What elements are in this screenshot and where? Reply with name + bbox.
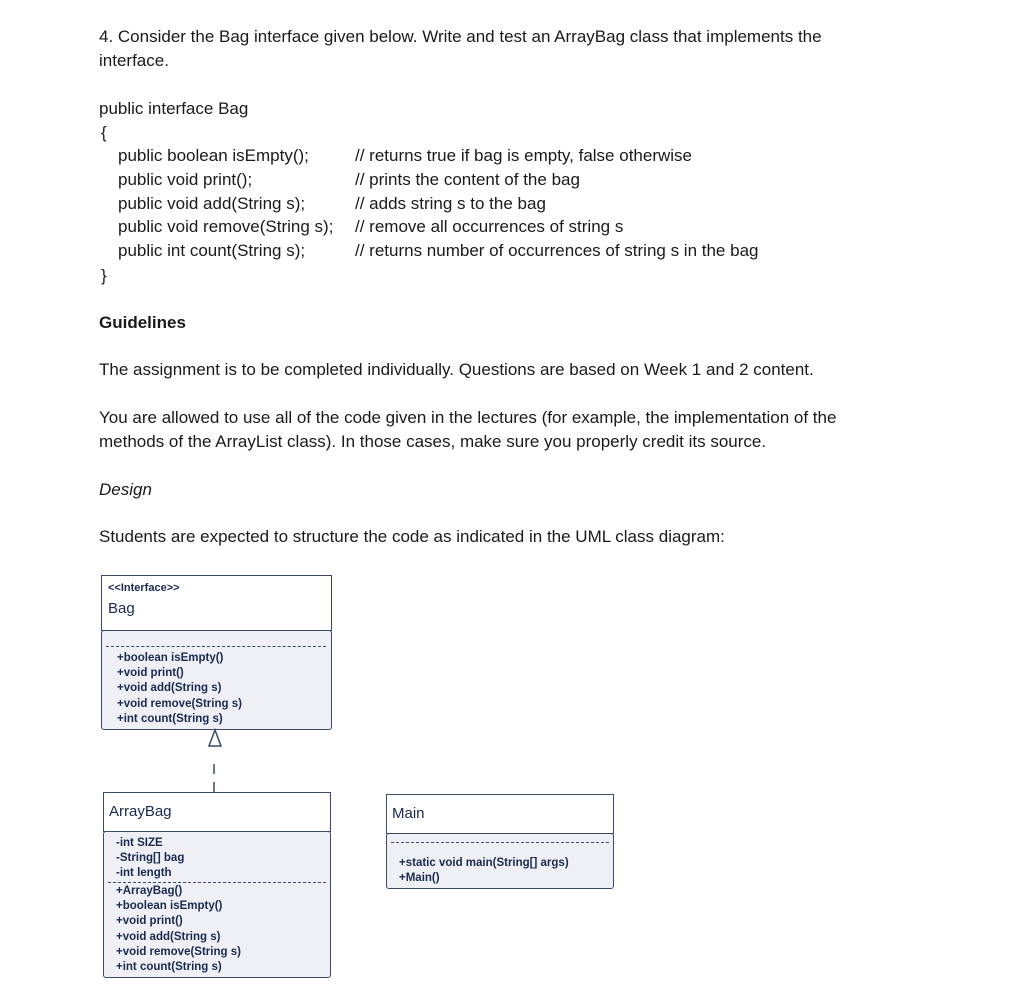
uml-arraybag-fields (116, 836, 184, 882)
code-method-sig: public void remove(String s); (118, 217, 334, 236)
guidelines-heading: Guidelines (99, 313, 186, 332)
code-method-sig: public void print(); (118, 170, 253, 189)
uml-arraybag-field: -int length (116, 867, 172, 880)
code-method-sig: public void add(String s); (118, 194, 306, 213)
code-method-sig: public int count(String s); (118, 241, 306, 260)
uml-arraybag-header (103, 792, 331, 832)
code-method-comment: // returns true if bag is empty, false otherwise (355, 146, 692, 165)
uml-main-method: +static void main(String[] args) (399, 857, 569, 869)
question-line-2: interface. (99, 51, 169, 70)
code-method-comment: // adds string s to the bag (355, 194, 546, 213)
uml-bag-method: +boolean isEmpty() (117, 652, 224, 664)
uml-main-body (386, 833, 614, 889)
uml-main-methods (399, 856, 569, 886)
code-interface-header: public interface Bag (99, 99, 249, 118)
uml-arraybag-method: +boolean isEmpty() (116, 900, 223, 913)
guidelines-paragraph-2-line-1: You are allowed to use all of the code given in the lectures (for example, the implementation of the (99, 408, 837, 427)
uml-bag-methods (117, 651, 242, 727)
uml-bag-method: +int count(String s) (117, 712, 223, 725)
uml-bag-divider (106, 646, 326, 647)
code-method-comment: // prints the content of the bag (355, 170, 580, 189)
uml-arraybag-body (103, 831, 331, 978)
uml-arraybag-method: +void print() (116, 915, 183, 928)
design-heading: Design (99, 480, 152, 499)
uml-arraybag-method: +void add(String s) (116, 930, 221, 943)
uml-bag-name: Bag (108, 600, 135, 617)
realization-arrow (195, 728, 235, 796)
uml-arraybag-method: +ArrayBag() (116, 885, 183, 897)
uml-arraybag-method: +int count(String s) (116, 961, 222, 974)
code-open-brace: { (101, 123, 107, 142)
question-line-1: 4. Consider the Bag interface given below. Write and test an ArrayBag class that implements the (99, 27, 822, 46)
uml-arraybag-field: -String[] bag (116, 852, 185, 865)
hollow-triangle-arrowhead-icon (209, 730, 221, 746)
uml-bag-header (101, 575, 332, 631)
uml-main-method: +Main() (399, 872, 440, 885)
code-method-comment: // returns number of occurrences of string s in the bag (355, 241, 759, 260)
guidelines-paragraph-1: The assignment is to be completed individually. Questions are based on Week 1 and 2 content. (99, 360, 814, 379)
code-method-comment: // remove all occurrences of string s (355, 217, 624, 236)
uml-arraybag-field: -int SIZE (116, 837, 163, 849)
code-method-sig: public boolean isEmpty(); (118, 146, 309, 165)
guidelines-paragraph-2-line-2: methods of the ArrayList class). In those cases, make sure you properly credit its source. (99, 432, 767, 451)
uml-arraybag-methods (116, 884, 241, 975)
uml-bag-method: +void remove(String s) (117, 697, 242, 710)
design-paragraph: Students are expected to structure the code as indicated in the UML class diagram: (99, 527, 725, 546)
uml-bag-method: +void print() (117, 667, 184, 680)
uml-arraybag-method: +void remove(String s) (116, 945, 241, 958)
uml-bag-method: +void add(String s) (117, 682, 222, 695)
uml-main-divider (391, 842, 609, 843)
uml-main-name: Main (392, 805, 425, 822)
code-close-brace: } (101, 266, 107, 285)
uml-bag-stereotype: <<Interface>> (108, 582, 180, 594)
uml-main-header (386, 794, 614, 834)
uml-bag-body (101, 630, 332, 730)
uml-arraybag-divider (108, 882, 326, 883)
uml-arraybag-name: ArrayBag (109, 803, 172, 820)
